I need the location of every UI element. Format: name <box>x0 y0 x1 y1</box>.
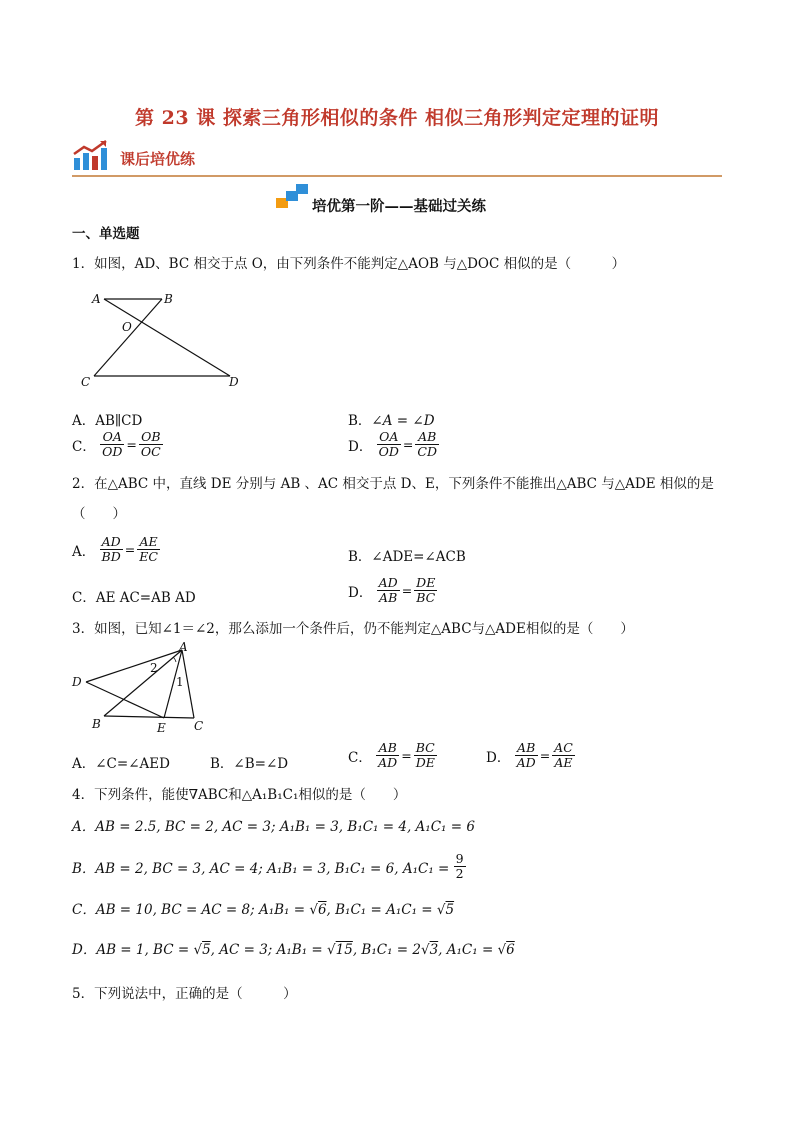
denominator: BC <box>416 590 436 606</box>
q1-option-d-prefix: D． <box>348 438 373 455</box>
radicand: 6 <box>317 902 327 918</box>
q1-c-frac-1 <box>100 430 124 460</box>
label-E: E <box>157 721 166 735</box>
q2-option-a[interactable] <box>72 535 160 565</box>
label-A: A <box>179 640 188 654</box>
denominator: 2 <box>455 866 464 882</box>
section-label: 课后培优练 <box>120 150 196 168</box>
question-5-stem: 5．下列说法中，正确的是（ ） <box>72 986 297 1002</box>
q1-option-b-math: ∠A = ∠D <box>371 413 435 429</box>
denominator: OC <box>140 444 161 460</box>
q4-option-d-mid: , AC = 3; A₁B₁ = √ <box>210 942 336 958</box>
numerator: AB <box>415 430 439 445</box>
q4-option-b[interactable] <box>72 852 466 882</box>
denominator: AB <box>379 590 398 606</box>
q2-d-frac-2 <box>414 576 437 606</box>
q3-d-frac-2 <box>552 741 575 771</box>
q1-option-a[interactable]: A．AB∥CD <box>72 413 143 429</box>
denominator: OD <box>102 444 123 460</box>
radicand: 5 <box>202 942 211 958</box>
numerator: BC <box>414 741 437 756</box>
stage-heading: 培优第一阶——基础过关练 <box>312 198 486 215</box>
q4-option-c-text: C．AB = 10, BC = AC = 8; A₁B₁ = √ <box>72 902 318 918</box>
denominator: DE <box>415 755 435 771</box>
radicand: 6 <box>506 942 515 958</box>
numerator: AD <box>100 535 123 550</box>
denominator: AD <box>516 755 536 771</box>
q1-option-b-prefix: B． <box>348 413 372 429</box>
q3-option-b[interactable]: B．∠B=∠D <box>210 756 289 772</box>
q1-option-d[interactable] <box>348 430 439 460</box>
q2-option-b[interactable]: B．∠ADE=∠ACB <box>348 549 466 565</box>
q3-c-frac-2 <box>414 741 437 771</box>
q4-b-frac <box>454 852 466 882</box>
q4-option-b-text: B．AB = 2, BC = 3, AC = 4; A₁B₁ = 3, B₁C₁ = 6, A₁C₁ = <box>72 860 454 877</box>
q1-d-frac-2 <box>415 430 439 460</box>
q3-c-frac-1 <box>376 741 399 771</box>
numerator: OA <box>377 430 401 445</box>
q4-option-d-text: D．AB = 1, BC = √ <box>72 942 203 958</box>
chart-growth-icon <box>72 138 116 172</box>
angle-2-label: 2 <box>150 661 158 675</box>
label-B: B <box>164 292 173 306</box>
q4-option-a[interactable]: A．AB = 2.5, BC = 2, AC = 3; A₁B₁ = 3, B₁C₁ = 4, A₁C₁ = 6 <box>72 819 475 835</box>
numerator: AE <box>137 535 160 550</box>
q2-a-frac-2 <box>137 535 160 565</box>
q2-option-c[interactable]: C．AE AC=AB AD <box>72 590 196 606</box>
q1-option-c[interactable] <box>72 430 163 460</box>
q3-option-d-prefix: D． <box>486 749 511 766</box>
q1-c-frac-2 <box>139 430 163 460</box>
denominator: CD <box>417 444 437 460</box>
equals-sign: = <box>124 542 136 558</box>
equals-sign: = <box>401 583 413 599</box>
denominator: AE <box>554 755 573 771</box>
numerator: OB <box>139 430 163 445</box>
label-C: C <box>194 719 204 733</box>
q1-option-b[interactable] <box>348 409 435 429</box>
q2-option-d-prefix: D． <box>348 584 373 601</box>
radicand: 5 <box>445 902 455 918</box>
page-title: 第 23 课 探索三角形相似的条件 相似三角形判定定理的证明 <box>135 107 659 129</box>
question-3-figure <box>68 640 218 736</box>
numerator: AB <box>376 741 399 756</box>
q2-a-frac-1 <box>100 535 123 565</box>
label-C: C <box>81 375 91 389</box>
label-O: O <box>122 320 132 334</box>
q2-option-d[interactable] <box>348 576 437 606</box>
q3-d-frac-1 <box>515 741 538 771</box>
label-D: D <box>229 375 239 389</box>
angle-1-label: 1 <box>176 675 184 689</box>
question-2-stem: 2．在△ABC 中，直线 DE 分别与 AB 、AC 相交于点 D、E，下列条件不能推出△ABC 与△ADE 相似的是 <box>72 476 714 492</box>
q4-option-d-mid: , A₁C₁ = √ <box>438 942 507 958</box>
denominator: AD <box>378 755 398 771</box>
radicand: 3 <box>429 942 439 958</box>
question-group-heading: 一、单选题 <box>72 226 140 242</box>
numerator: AC <box>554 740 573 755</box>
equals-sign: = <box>126 437 137 453</box>
denominator: BD <box>101 549 121 565</box>
q3-option-d[interactable] <box>486 741 575 771</box>
equals-sign: = <box>539 748 551 764</box>
question-4-stem: 4．下列条件，能使∇ABC和△A₁B₁C₁相似的是（ ） <box>72 787 407 803</box>
q3-option-c-prefix: C． <box>348 749 372 766</box>
q1-option-c-prefix: C． <box>72 438 96 455</box>
q4-option-c[interactable] <box>72 898 454 918</box>
numerator: OA <box>100 430 124 445</box>
equals-sign: = <box>401 748 412 764</box>
label-B: B <box>92 717 101 731</box>
question-1-figure <box>72 288 252 392</box>
numerator: AD <box>378 575 398 590</box>
label-A: A <box>92 292 101 306</box>
stairs-icon <box>276 182 310 210</box>
q4-option-c-mid: , B₁C₁ = A₁C₁ = √ <box>326 902 446 918</box>
question-2-paren: （ ） <box>72 506 126 522</box>
q1-d-frac-1 <box>377 430 401 460</box>
question-3-stem: 3．如图，已知∠1＝∠2，那么添加一个条件后，仍不能判定△ABC与△ADE相似的是（ ） <box>72 621 634 637</box>
q3-option-a[interactable]: A．∠C=∠AED <box>72 756 170 772</box>
q4-option-d-mid: , B₁C₁ = 2√ <box>352 942 430 958</box>
numerator: DE <box>416 575 436 590</box>
question-1-stem: 1．如图，AD、BC 相交于点 O，由下列条件不能判定△AOB 与△DOC 相似的是（ ） <box>72 256 626 272</box>
q2-d-frac-1 <box>377 576 400 606</box>
label-D: D <box>72 675 82 689</box>
numerator: 9 <box>455 851 464 866</box>
q3-option-c[interactable] <box>348 741 437 771</box>
radicand: 15 <box>335 942 353 958</box>
q4-option-d[interactable] <box>72 938 515 958</box>
denominator: EC <box>139 549 158 565</box>
q2-option-a-prefix: A． <box>72 543 96 560</box>
section-divider <box>72 175 722 177</box>
numerator: AB <box>515 741 538 756</box>
denominator: OD <box>378 444 399 460</box>
equals-sign: = <box>402 437 414 453</box>
